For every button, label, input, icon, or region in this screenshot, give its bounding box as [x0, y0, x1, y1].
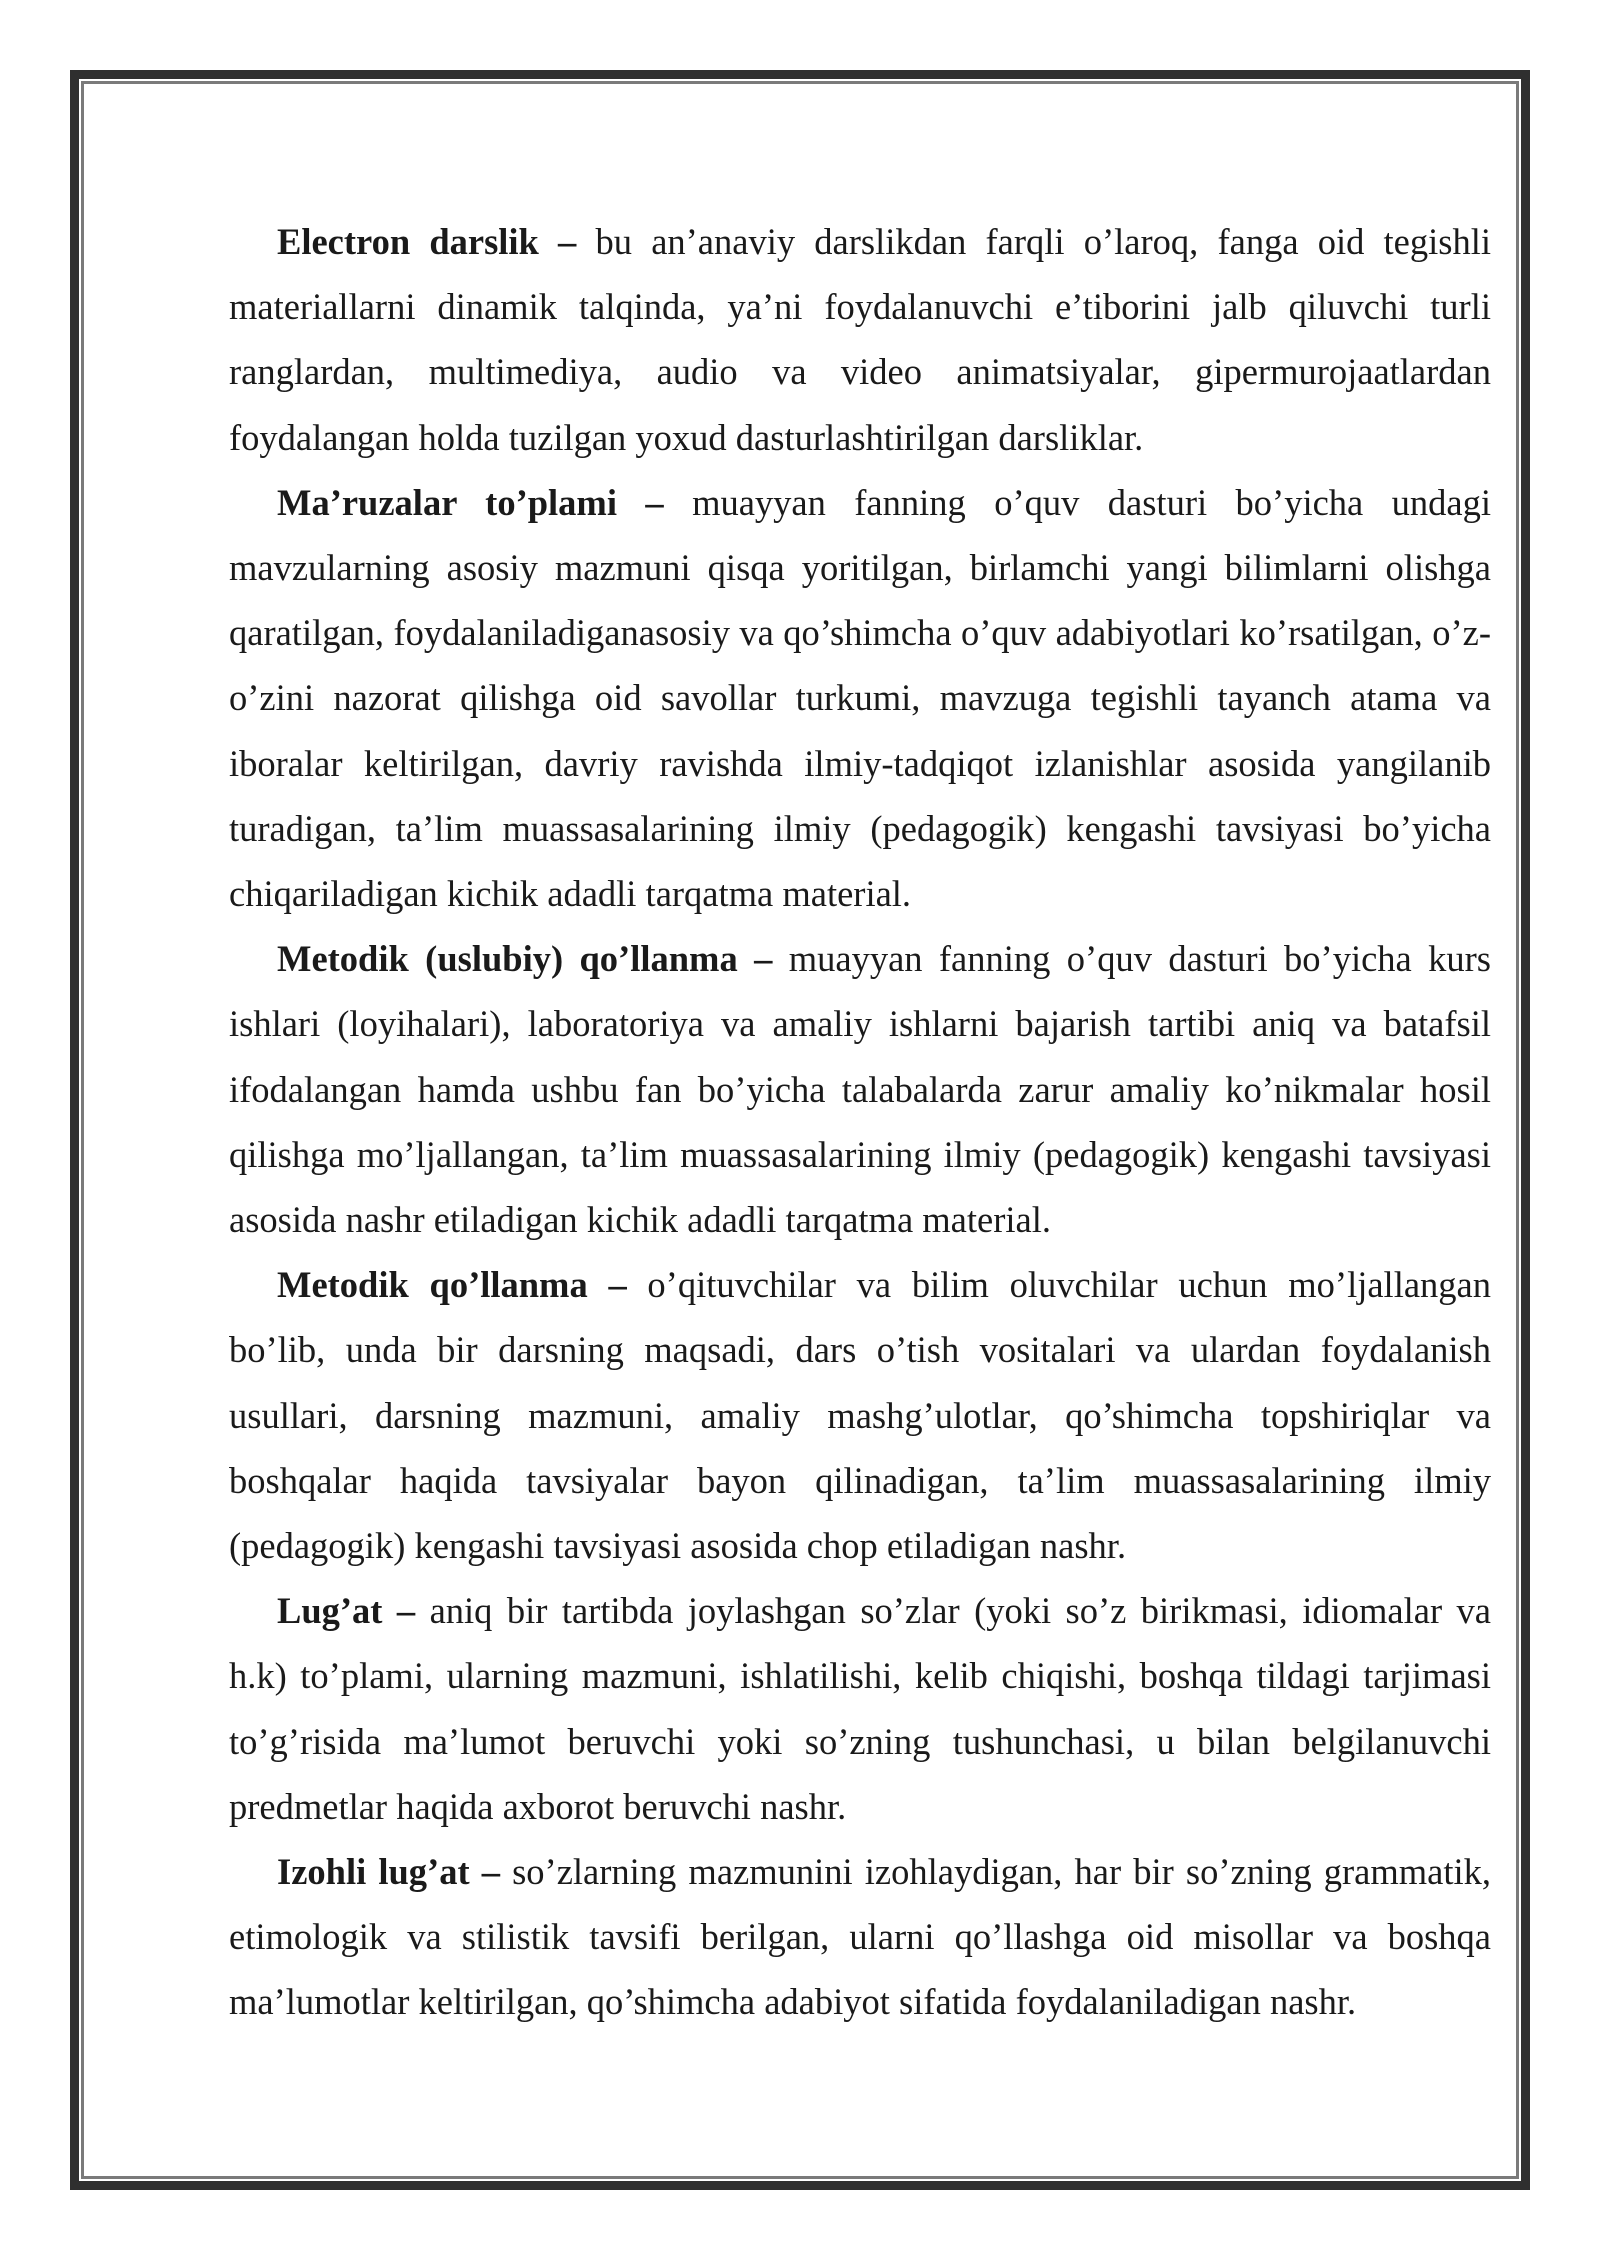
- definition-text: so’zlarning mazmunini izohlaydigan, har bir so’zning grammatik, etimologik va stilistik tavsifi berilgan, ularni qo’llashga oid misollar va boshqa ma’lumotlar keltirilgan, qo’shimcha adabiyot sifatida foydalaniladigan nashr.: [229, 1851, 1491, 2023]
- paragraph-metodik-qollanma: [229, 1252, 1491, 1578]
- definition-text: muayyan fanning o’quv dasturi bo’yicha kurs ishlari (loyihalari), laboratoriya va amaliy ishlarni bajarish tartibi aniq va batafsil ifodalangan hamda ushbu fan bo’yicha talabalarda zarur amaliy ko’nikmalar hosil qilishga mo’ljallangan, ta’lim muassasalarining ilmiy (pedagogik) kengashi tavsiyasi asosida nashr etiladigan kichik adadli tarqatma material.: [229, 938, 1491, 1241]
- term-heading: Metodik qo’llanma –: [277, 1264, 627, 1306]
- term-heading: Metodik (uslubiy) qo’llanma –: [277, 938, 773, 980]
- term-heading: Izohli lug’at –: [277, 1851, 500, 1893]
- term-heading: Electron darslik –: [277, 221, 577, 262]
- paragraph-metodik-uslubiy-qollanma: [229, 926, 1491, 1252]
- page-border: [70, 70, 1530, 2190]
- term-heading: Ma’ruzalar to’plami –: [277, 481, 664, 523]
- paragraph-izohli-lugat: [229, 1839, 1491, 2035]
- definition-text: aniq bir tartibda joylashgan so’zlar (yoki so’z birikmasi, idiomalar va h.k) to’plami, ularning mazmuni, ishlatilishi, kelib chiqishi, boshqa tildagi tarjimasi to’g’risida ma’lumot beruvchi yoki so’zning tushunchasi, u bilan belgilanuvchi predmetlar haqida axborot beruvchi nashr.: [229, 1590, 1491, 1827]
- paragraph-electron-darslik: [229, 209, 1491, 470]
- definition-text: muayyan fanning o’quv dasturi bo’yicha undagi mavzularning asosiy mazmuni qisqa yoritilgan, birlamchi yangi bilimlarni olishga qaratilgan, foydalaniladiganasosiy va qo’shimcha o’quv adabiyotlari ko’rsatilgan, o’z-o’zini nazorat qilishga oid savollar turkumi, mavzuga tegishli tayanch atama va iboralar keltirilgan, davriy ravishda ilmiy-tadqiqot izlanishlar asosida yangilanib turadigan, ta’lim muassasalarining ilmiy (pedagogik) kengashi tavsiyasi bo’yicha chiqariladigan kichik adadli tarqatma material.: [229, 481, 1491, 915]
- paragraph-maruzalar-toplami: [229, 470, 1491, 926]
- paragraph-lugat: [229, 1578, 1491, 1839]
- term-heading: Lug’at –: [277, 1590, 416, 1632]
- document-body: [229, 209, 1491, 2035]
- definition-text: bu an’anaviy darslikdan farqli o’laroq, fanga oid tegishli materiallarni dinamik talqinda, ya’ni foydalanuvchi e’tiborini jalb qiluvchi turli ranglardan, multimediya, audio va video animatsiyalar, gipermurojaatlardan foydalangan holda tuzilgan yoxud dasturlashtirilgan darsliklar.: [229, 221, 1492, 458]
- definition-text: o’qituvchilar va bilim oluvchilar uchun mo’ljallangan bo’lib, unda bir darsning maqsadi, dars o’tish vositalari va ulardan foydalanish usullari, darsning mazmuni, amaliy mashg’ulotlar, qo’shimcha topshiriqlar va boshqalar haqida tavsiyalar bayon qilinadigan, ta’lim muassasalarining ilmiy (pedagogik) kengashi tavsiyasi asosida chop etiladigan nashr.: [229, 1264, 1491, 1567]
